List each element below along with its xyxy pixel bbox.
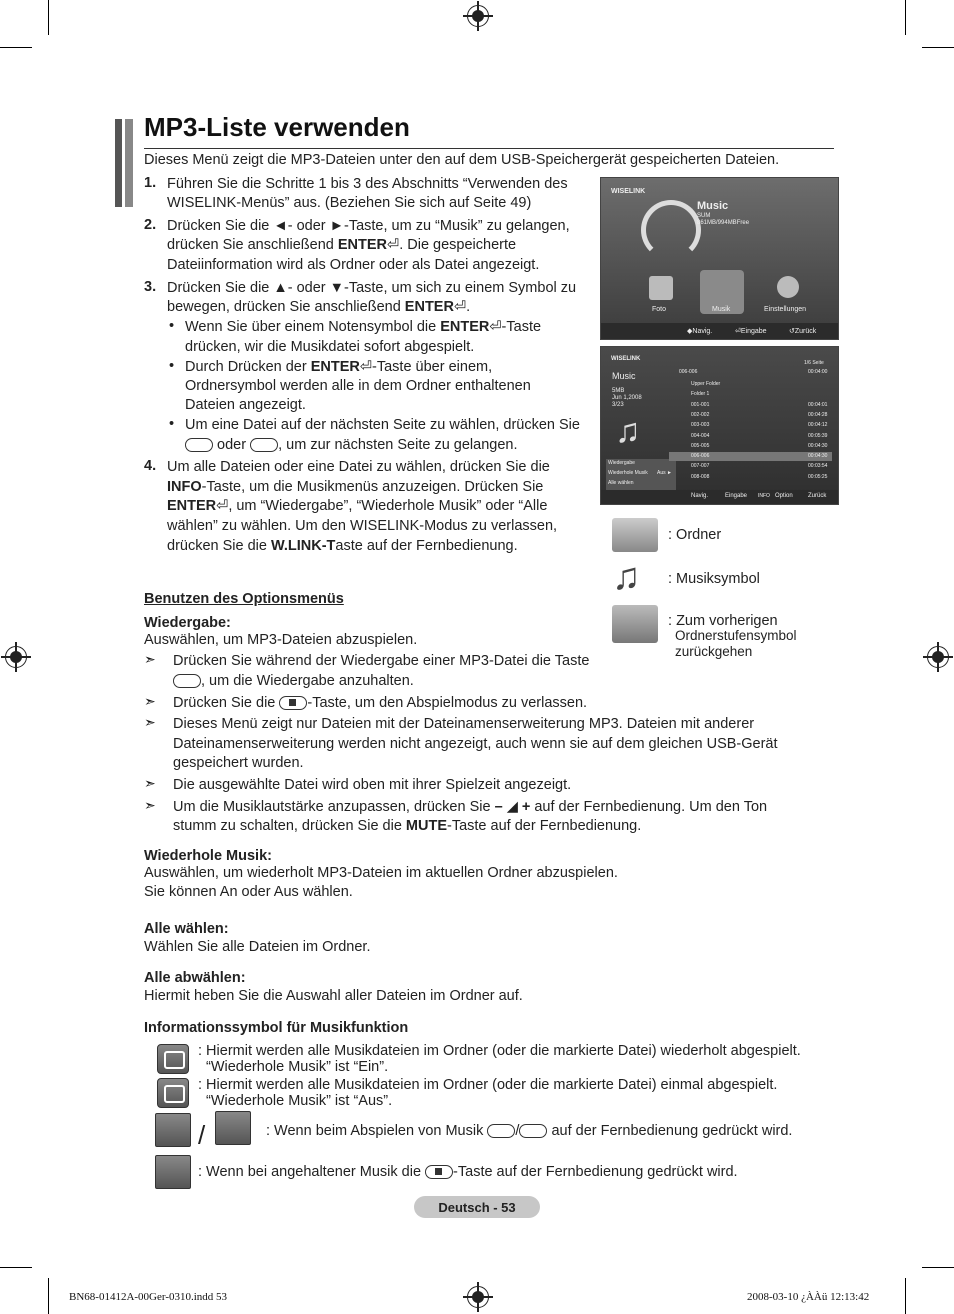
- enter-icon: ⏎: [489, 319, 502, 335]
- pause-button-icon: [173, 674, 201, 688]
- note-text: , um die Wiedergabe anzuhalten.: [173, 672, 414, 692]
- list-item-name: Upper Folder: [691, 381, 721, 387]
- legend-ordner: : Ordner: [668, 527, 722, 543]
- bullet-text: Wenn Sie über einem Notensymbol die ENTER⏎-Taste: [185, 319, 542, 335]
- bullet-text: Dateien angezeigt.: [185, 397, 306, 413]
- list-item[interactable]: [669, 380, 832, 389]
- brand-logo: WISELINK: [611, 188, 646, 195]
- list-item-name: 008-008: [691, 473, 710, 480]
- list-item-name: 002-002: [691, 411, 710, 418]
- summary-label: SUM: [697, 213, 711, 219]
- step-number: 4.: [144, 458, 157, 474]
- note-text: Drücken Sie die -Taste, um den Abspielmodus zu verlassen.: [173, 695, 588, 711]
- step-number: 3.: [144, 279, 157, 295]
- step-text: INFO-Taste, um die Musikmenüs anzuzeigen. Drücken Sie: [167, 479, 544, 495]
- menu-wiederhole-value: Aus ►: [657, 470, 672, 476]
- current-path: 006-006: [679, 369, 698, 375]
- wiederhole-desc: Auswählen, um wiederholt MP3-Dateien im aktuellen Ordner abzuspielen.: [144, 865, 618, 881]
- photo-icon[interactable]: [649, 276, 673, 300]
- list-item[interactable]: [669, 473, 832, 482]
- stop-button-icon: [425, 1165, 453, 1179]
- list-item[interactable]: [669, 452, 832, 461]
- enter-icon: ⏎: [735, 328, 741, 335]
- music-list-screen: [600, 346, 839, 505]
- infosym-text: : Hiermit werden alle Musikdateien im Ordner (oder die markierte Datei) einmal abgespielt.: [198, 1077, 778, 1093]
- infosym-text: : Hiermit werden alle Musikdateien im Ordner (oder die markierte Datei) wiederholt abgespielt.: [198, 1043, 801, 1059]
- footer-date: 2008-03-10 ¿ÀÀü 12:13:42: [747, 1291, 870, 1303]
- section-heading: Benutzen des Optionsmenüs: [144, 591, 344, 607]
- alle-heading: Alle wählen:: [144, 921, 229, 937]
- legend-musik: : Musiksymbol: [668, 571, 760, 587]
- infosym-text: : Wenn bei angehaltener Musik die -Taste auf der Fernbedienung gedrückt wird.: [198, 1164, 738, 1180]
- bullet-text: drücken, wir die Musikdatei sofort abgespielt.: [185, 339, 475, 355]
- bullet-text: Durch Drücken der ENTER⏎-Taste über einem,: [185, 359, 493, 375]
- play-button-icon: [487, 1124, 515, 1138]
- legend-zurueck-line2: Ordnerstufensymbol: [675, 628, 797, 643]
- back-hint: ↺Zurück: [789, 328, 817, 335]
- forward-button-icon: [250, 438, 278, 452]
- step-text: WISELINK-Menüs” aus. (Beziehen Sie sich auf Seite 49): [167, 195, 532, 211]
- menu-alle-waehlen[interactable]: Alle wählen: [608, 480, 634, 486]
- stop-button-icon: [279, 696, 307, 710]
- pause-button-icon: [519, 1124, 547, 1138]
- play-time: 00:04:00: [808, 369, 828, 375]
- volume-icon: ◢: [506, 799, 518, 815]
- list-item-name: 005-005: [691, 442, 710, 449]
- note-arrow-icon: ➣: [144, 651, 156, 667]
- tab-musik[interactable]: Musik: [712, 306, 731, 313]
- storage-size: 861MB/994MBFree: [697, 220, 750, 226]
- enter-icon: ⏎: [359, 359, 373, 375]
- file-index: 3/23: [612, 402, 624, 408]
- registration-mark-top: [467, 5, 489, 27]
- list-item[interactable]: [669, 462, 832, 471]
- list-item-name: 006-006: [691, 453, 710, 460]
- list-item-name: Folder 1: [691, 391, 710, 398]
- step-text: Drücken Sie die ◄- oder ►-Taste, um zu “Musik” zu gelangen,: [167, 218, 570, 234]
- icon-separator: /: [198, 1120, 206, 1150]
- option-hint: Option: [775, 493, 793, 499]
- folder-icon: [612, 518, 658, 552]
- list-item-time: 00:04:28: [808, 411, 828, 418]
- folder-up-icon: [612, 605, 658, 643]
- nav-hint: ◆Navig.: [687, 328, 713, 335]
- note-text: gespeichert wurden.: [173, 755, 304, 771]
- bullet-text: Um eine Datei auf der nächsten Seite zu wählen, drücken Sie: [185, 417, 580, 433]
- list-item-time: 00:04:30: [808, 453, 828, 460]
- list-item-time: 00:04:01: [808, 401, 828, 408]
- registration-mark-bottom: [467, 1286, 489, 1308]
- list-item[interactable]: [669, 421, 832, 430]
- step-text: ENTER⏎, um “Wiedergabe”, “Wiederhole Musik” oder “Alle: [167, 498, 548, 514]
- abwaehlen-desc: Hiermit heben Sie die Auswahl aller Dateien im Ordner auf.: [144, 988, 523, 1004]
- nav-hint: Navig.: [691, 493, 709, 499]
- music-note-icon: ♫: [612, 556, 641, 598]
- play-icon: [155, 1113, 191, 1147]
- list-item[interactable]: [669, 401, 832, 410]
- note-text: Dateinamenserweiterung werden nicht angezeigt, auch wenn sie auf dem gleichen USB-Gerät: [173, 736, 778, 752]
- pause-icon: [215, 1111, 251, 1145]
- step-text: drücken Sie die W.LINK-Taste auf der Fernbedienung.: [167, 538, 518, 554]
- abwaehlen-heading: Alle abwählen:: [144, 970, 246, 986]
- list-item-time: 00:03:54: [808, 463, 828, 470]
- note-arrow-icon: ➣: [144, 693, 156, 709]
- repeat-off-icon: [157, 1078, 189, 1108]
- back-hint: Zurück: [808, 493, 827, 499]
- stop-icon: [155, 1155, 191, 1189]
- note-arrow-icon: ➣: [144, 775, 156, 791]
- enter-icon: ⏎: [387, 237, 400, 253]
- enter-hint: ⏎Eingabe: [735, 328, 767, 335]
- bullet-text: oder , um zur nächsten Seite zu gelangen.: [185, 436, 518, 456]
- list-item-time: 00:05:25: [808, 473, 828, 480]
- rewind-button-icon: [185, 438, 213, 452]
- return-icon: ↺: [789, 328, 795, 335]
- list-item[interactable]: [669, 390, 832, 399]
- step-text: wählen” zu wählen. Um den WISELINK-Modus zu verlassen,: [167, 518, 558, 534]
- wiederhole-heading: Wiederhole Musik:: [144, 848, 272, 864]
- step-text: Drücken Sie die ▲- oder ▼-Taste, um sich zu einem Symbol zu: [167, 280, 577, 296]
- page-number: Deutsch - 53: [438, 1200, 516, 1215]
- headphones-icon: [641, 200, 701, 260]
- legend-zurueck-line3: zurückgehen: [675, 644, 753, 659]
- page-title: MP3-Liste verwenden: [144, 112, 410, 142]
- step-text: drücken Sie anschließend ENTER⏎. Die gespeicherte: [167, 237, 517, 253]
- music-note-icon: ♫: [615, 412, 641, 450]
- list-item-name: 003-003: [691, 422, 710, 429]
- list-item[interactable]: [669, 411, 832, 420]
- screen-title: Music: [697, 200, 729, 212]
- infosym-heading: Informationssymbol für Musikfunktion: [144, 1020, 409, 1036]
- enter-hint: Eingabe: [725, 493, 748, 499]
- infosym-text: “Wiederhole Musik” ist “Aus”.: [206, 1093, 393, 1109]
- registration-mark-left: [5, 646, 27, 668]
- step-text: Führen Sie die Schritte 1 bis 3 des Abschnitts “Verwenden des: [167, 176, 568, 192]
- wiedergabe-desc: Auswählen, um MP3-Dateien abzuspielen.: [144, 632, 418, 648]
- list-item-time: 00:04:12: [808, 422, 828, 429]
- wiselink-main-screen: [600, 177, 839, 340]
- menu-wiederhole[interactable]: Wiederhole Musik: [608, 470, 648, 476]
- footer-file: BN68-01412A-00Ger-0310.indd 53: [69, 1291, 228, 1303]
- note-arrow-icon: ➣: [144, 714, 156, 730]
- enter-icon: ⏎: [453, 299, 467, 315]
- list-item-name: 001-001: [691, 401, 710, 408]
- note-text: stumm zu schalten, drücken Sie die MUTE-Taste auf der Fernbedienung.: [173, 818, 642, 834]
- note-text: Dieses Menü zeigt nur Dateien mit der Dateinamenserweiterung MP3. Dateien mit anderer: [173, 716, 755, 732]
- note-text: Um die Musiklautstärke anzupassen, drücken Sie – ◢ + auf der Fernbedienung. Um den Ton: [173, 799, 768, 815]
- repeat-on-icon: [157, 1044, 189, 1074]
- list-item-name: 007-007: [691, 463, 710, 470]
- registration-mark-right: [927, 646, 949, 668]
- infosym-text: : Wenn beim Abspielen von Musik / auf der Fernbedienung gedrückt wird.: [266, 1123, 793, 1139]
- info-hint: INFO: [758, 493, 770, 499]
- bullet-text: Ordnersymbol werden alle in dem Ordner enthaltenen: [185, 378, 531, 394]
- title-bar-decoration: [115, 119, 133, 207]
- step-text: Dateiinformation wird als Ordner oder als Datei angezeigt.: [167, 257, 540, 273]
- list-item[interactable]: [669, 432, 832, 441]
- infosym-text: “Wiederhole Musik” ist “Ein”.: [206, 1059, 389, 1075]
- title-rule: [144, 148, 834, 149]
- step-number: 1.: [144, 175, 157, 191]
- note-text: Drücken Sie während der Wiedergabe einer MP3-Datei die Taste: [173, 653, 590, 669]
- list-item[interactable]: [669, 442, 832, 451]
- note-text: Die ausgewählte Datei wird oben mit ihrer Spielzeit angezeigt.: [173, 777, 572, 793]
- step-text: bewegen, drücken Sie anschließend ENTER⏎.: [167, 299, 471, 315]
- file-size: 5MB: [612, 388, 625, 394]
- tab-foto[interactable]: Foto: [652, 306, 667, 313]
- file-date: Jun 1,2008: [612, 395, 642, 401]
- wiederhole-desc: Sie können An oder Aus wählen.: [144, 884, 353, 900]
- step-text: Um alle Dateien oder eine Datei zu wählen, drücken Sie die: [167, 459, 550, 475]
- wiedergabe-heading: Wiedergabe:: [144, 615, 231, 631]
- alle-desc: Wählen Sie alle Dateien im Ordner.: [144, 939, 371, 955]
- list-item-time: 00:05:39: [808, 432, 828, 439]
- legend-zurueck: : Zum vorherigen: [668, 613, 778, 629]
- list-item-time: 00:04:30: [808, 442, 828, 449]
- step-number: 2.: [144, 217, 157, 233]
- music-heading: Music: [612, 371, 636, 381]
- enter-icon: ⏎: [216, 498, 229, 514]
- settings-icon[interactable]: [777, 276, 799, 298]
- tab-einstellungen[interactable]: Einstellungen: [764, 306, 807, 313]
- brand-logo: WISELINK: [611, 356, 641, 362]
- note-arrow-icon: ➣: [144, 797, 156, 813]
- menu-wiedergabe[interactable]: Wiedergabe: [608, 460, 635, 466]
- page-indicator: 1/6 Seite: [804, 360, 824, 366]
- list-item-name: 004-004: [691, 432, 710, 439]
- intro-text: Dieses Menü zeigt die MP3-Dateien unter den auf dem USB-Speichergerät gespeicherten Dateien.: [144, 152, 780, 168]
